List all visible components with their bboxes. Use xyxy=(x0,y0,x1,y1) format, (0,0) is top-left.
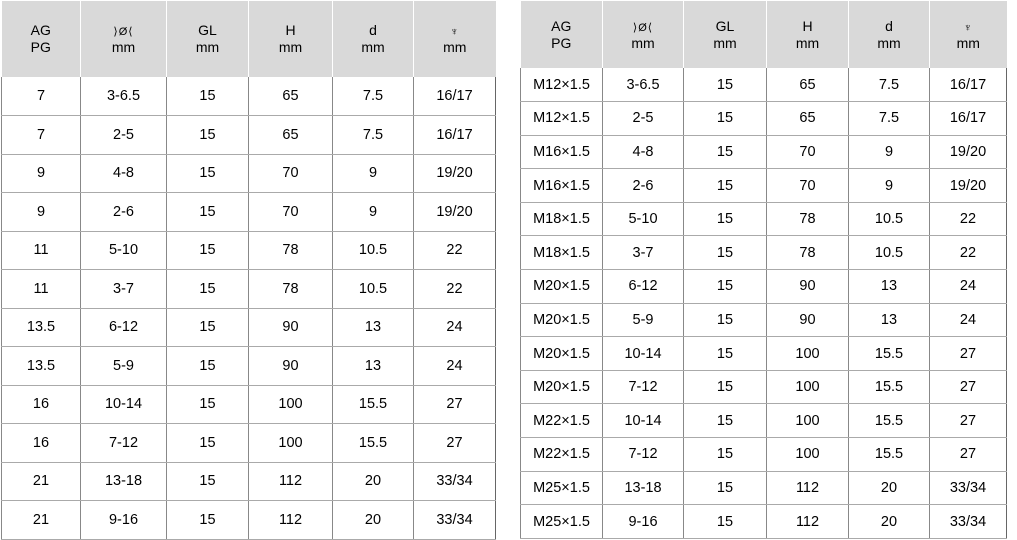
table-cell: 15 xyxy=(684,471,767,505)
table-cell: 65 xyxy=(249,77,333,116)
header-unit: PG xyxy=(30,39,51,55)
table-cell: 100 xyxy=(767,404,849,438)
table-cell: 78 xyxy=(767,202,849,236)
table-cell: 20 xyxy=(849,505,930,539)
table-cell: 20 xyxy=(333,501,414,540)
table-cell: 100 xyxy=(767,370,849,404)
table-cell: 15 xyxy=(684,404,767,438)
table-row xyxy=(521,270,1007,304)
table-row xyxy=(2,462,496,501)
header-unit: mm xyxy=(443,39,467,55)
table-row xyxy=(521,202,1007,236)
table-cell: 15.5 xyxy=(849,337,930,371)
table-cell: 27 xyxy=(414,424,496,463)
table-row xyxy=(2,231,496,270)
table-cell: 7 xyxy=(2,116,81,155)
table-cell: 16/17 xyxy=(414,77,496,116)
table-cell: 9-16 xyxy=(603,505,684,539)
table-cell: 65 xyxy=(767,68,849,102)
table-cell: 24 xyxy=(414,347,496,386)
table-cell: 7 xyxy=(2,77,81,116)
table-cell: 90 xyxy=(767,303,849,337)
table-cell: 27 xyxy=(414,385,496,424)
table-row xyxy=(2,77,496,116)
table-cell: 15 xyxy=(167,193,249,232)
table-cell: 15 xyxy=(167,385,249,424)
right-table-header xyxy=(521,1,1007,68)
table-cell: 19/20 xyxy=(930,169,1007,203)
table-cell: 2-6 xyxy=(603,169,684,203)
header-label: AG xyxy=(551,17,572,34)
header-unit: mm xyxy=(361,39,385,55)
table-cell: 22 xyxy=(414,270,496,309)
table-row xyxy=(521,370,1007,404)
table-cell: 112 xyxy=(249,501,333,540)
table-cell: 112 xyxy=(767,505,849,539)
diameter-icon: ⟩Ø⟨ xyxy=(632,21,654,34)
table-cell: 78 xyxy=(249,231,333,270)
table-cell: 15 xyxy=(167,154,249,193)
table-cell: 15 xyxy=(167,231,249,270)
table-row xyxy=(521,68,1007,102)
column-header xyxy=(603,1,684,68)
column-header xyxy=(521,1,603,68)
table-cell: 13 xyxy=(849,303,930,337)
table-cell: 2-6 xyxy=(81,193,167,232)
table-cell: 22 xyxy=(930,236,1007,270)
table-cell: 15 xyxy=(167,77,249,116)
table-cell: M18×1.5 xyxy=(521,236,603,270)
wrench-icon: ♆ xyxy=(963,21,973,34)
table-cell: 24 xyxy=(414,308,496,347)
table-cell: 15 xyxy=(684,337,767,371)
column-header xyxy=(849,1,930,68)
table-cell: 3-6.5 xyxy=(603,68,684,102)
table-row xyxy=(521,303,1007,337)
table-cell: 15 xyxy=(684,135,767,169)
header-unit: PG xyxy=(551,34,572,51)
table-cell: 10-14 xyxy=(603,337,684,371)
header-label: H xyxy=(285,22,296,38)
table-cell: 33/34 xyxy=(930,471,1007,505)
table-cell: M16×1.5 xyxy=(521,135,603,169)
table-cell: 112 xyxy=(767,471,849,505)
table-row xyxy=(2,501,496,540)
column-header xyxy=(333,1,414,77)
table-cell: 16 xyxy=(2,385,81,424)
table-cell: 15 xyxy=(684,68,767,102)
table-cell: 15.5 xyxy=(849,404,930,438)
table-cell: 7-12 xyxy=(603,438,684,472)
table-cell: 15.5 xyxy=(333,385,414,424)
table-cell: 10.5 xyxy=(849,202,930,236)
table-cell: 11 xyxy=(2,270,81,309)
table-cell: 16/17 xyxy=(930,102,1007,136)
table-cell: 70 xyxy=(249,193,333,232)
table-cell: 7-12 xyxy=(81,424,167,463)
table-cell: 4-8 xyxy=(81,154,167,193)
table-cell: 5-9 xyxy=(603,303,684,337)
table-row xyxy=(521,505,1007,539)
table-cell: 15 xyxy=(167,501,249,540)
table-cell: 33/34 xyxy=(414,501,496,540)
header-unit: mm xyxy=(631,34,655,51)
table-cell: 15.5 xyxy=(849,370,930,404)
table-cell: 5-10 xyxy=(603,202,684,236)
table-cell: 15 xyxy=(684,169,767,203)
table-row xyxy=(521,169,1007,203)
table-cell: 24 xyxy=(930,270,1007,304)
table-cell: 10-14 xyxy=(603,404,684,438)
table-cell: M20×1.5 xyxy=(521,270,603,304)
table-cell: 33/34 xyxy=(414,462,496,501)
header-label: AG xyxy=(30,22,51,38)
table-cell: 13 xyxy=(333,347,414,386)
header-unit: mm xyxy=(195,39,220,55)
table-cell: 78 xyxy=(767,236,849,270)
wrench-icon: ♆ xyxy=(450,26,460,38)
table-row xyxy=(521,236,1007,270)
table-cell: 78 xyxy=(249,270,333,309)
table-cell: 15 xyxy=(684,505,767,539)
diameter-icon: ⟩Ø⟨ xyxy=(113,26,134,38)
header-label: GL xyxy=(198,22,217,38)
table-cell: 10.5 xyxy=(849,236,930,270)
table-cell: 11 xyxy=(2,231,81,270)
table-cell: 10.5 xyxy=(333,270,414,309)
table-row xyxy=(521,337,1007,371)
left-table-body xyxy=(2,77,496,539)
table-cell: 13-18 xyxy=(81,462,167,501)
table-cell: 21 xyxy=(2,501,81,540)
table-row xyxy=(521,471,1007,505)
table-cell: 15 xyxy=(684,370,767,404)
table-cell: M18×1.5 xyxy=(521,202,603,236)
table-cell: 70 xyxy=(767,135,849,169)
table-row xyxy=(2,193,496,232)
table-cell: 21 xyxy=(2,462,81,501)
table-cell: 3-7 xyxy=(603,236,684,270)
table-cell: 27 xyxy=(930,337,1007,371)
table-cell: 15 xyxy=(684,202,767,236)
table-cell: 20 xyxy=(849,471,930,505)
table-row xyxy=(2,270,496,309)
table-cell: 9 xyxy=(333,154,414,193)
table-cell: 3-7 xyxy=(81,270,167,309)
table-cell: 15 xyxy=(167,270,249,309)
table-cell: 70 xyxy=(249,154,333,193)
table-cell: 19/20 xyxy=(414,193,496,232)
column-header xyxy=(249,1,333,77)
table-cell: 15.5 xyxy=(333,424,414,463)
table-cell: 90 xyxy=(249,347,333,386)
column-header xyxy=(81,1,167,77)
header-label: H xyxy=(802,17,813,34)
table-cell: 4-8 xyxy=(603,135,684,169)
table-row xyxy=(521,102,1007,136)
table-cell: 19/20 xyxy=(414,154,496,193)
table-cell: 9 xyxy=(849,169,930,203)
table-cell: 33/34 xyxy=(930,505,1007,539)
table-cell: M22×1.5 xyxy=(521,404,603,438)
table-cell: 22 xyxy=(414,231,496,270)
table-cell: M16×1.5 xyxy=(521,169,603,203)
table-cell: 6-12 xyxy=(81,308,167,347)
table-cell: M25×1.5 xyxy=(521,505,603,539)
table-cell: 100 xyxy=(249,385,333,424)
table-cell: 65 xyxy=(249,116,333,155)
table-cell: 100 xyxy=(767,438,849,472)
table-cell: 3-6.5 xyxy=(81,77,167,116)
table-cell: 15 xyxy=(167,116,249,155)
header-label: d xyxy=(885,17,893,34)
table-cell: 13-18 xyxy=(603,471,684,505)
table-cell: M12×1.5 xyxy=(521,68,603,102)
header-unit: mm xyxy=(956,34,980,51)
table-cell: 9 xyxy=(2,154,81,193)
left-table-header xyxy=(2,1,496,77)
table-cell: 22 xyxy=(930,202,1007,236)
table-cell: 19/20 xyxy=(930,135,1007,169)
header-label: GL xyxy=(715,17,735,34)
column-header xyxy=(167,1,249,77)
table-cell: 27 xyxy=(930,404,1007,438)
table-cell: 15 xyxy=(684,236,767,270)
header-unit: mm xyxy=(111,39,136,55)
table-row xyxy=(2,347,496,386)
table-cell: 16/17 xyxy=(414,116,496,155)
table-cell: 13 xyxy=(849,270,930,304)
right-spec-table xyxy=(520,1,1007,539)
table-cell: 27 xyxy=(930,438,1007,472)
right-table-body xyxy=(521,68,1007,538)
table-cell: 13.5 xyxy=(2,308,81,347)
table-cell: M22×1.5 xyxy=(521,438,603,472)
table-cell: 9-16 xyxy=(81,501,167,540)
table-cell: 7-12 xyxy=(603,370,684,404)
header-unit: mm xyxy=(877,34,901,51)
header-label: d xyxy=(369,22,377,38)
table-row xyxy=(2,424,496,463)
table-cell: 2-5 xyxy=(81,116,167,155)
column-header xyxy=(767,1,849,68)
table-cell: 70 xyxy=(767,169,849,203)
table-cell: 100 xyxy=(249,424,333,463)
table-cell: M20×1.5 xyxy=(521,337,603,371)
table-cell: 15 xyxy=(167,347,249,386)
table-cell: 15 xyxy=(684,303,767,337)
table-cell: 16/17 xyxy=(930,68,1007,102)
table-cell: 13.5 xyxy=(2,347,81,386)
table-cell: 15 xyxy=(167,308,249,347)
table-cell: 5-9 xyxy=(81,347,167,386)
table-cell: 15 xyxy=(167,462,249,501)
table-cell: 65 xyxy=(767,102,849,136)
table-cell: 9 xyxy=(2,193,81,232)
table-cell: 15.5 xyxy=(849,438,930,472)
table-cell: M20×1.5 xyxy=(521,370,603,404)
table-row xyxy=(521,135,1007,169)
column-header xyxy=(930,1,1007,68)
table-cell: 112 xyxy=(249,462,333,501)
header-unit: mm xyxy=(278,39,303,55)
table-cell: 100 xyxy=(767,337,849,371)
table-cell: M12×1.5 xyxy=(521,102,603,136)
table-cell: 15 xyxy=(684,102,767,136)
table-cell: 10-14 xyxy=(81,385,167,424)
column-header xyxy=(684,1,767,68)
table-cell: 13 xyxy=(333,308,414,347)
table-row xyxy=(521,404,1007,438)
table-cell: 15 xyxy=(167,424,249,463)
table-cell: M20×1.5 xyxy=(521,303,603,337)
table-row xyxy=(2,116,496,155)
table-cell: 24 xyxy=(930,303,1007,337)
header-unit: mm xyxy=(713,34,737,51)
table-row xyxy=(521,438,1007,472)
table-row xyxy=(2,154,496,193)
table-cell: 10.5 xyxy=(333,231,414,270)
table-cell: 90 xyxy=(249,308,333,347)
table-cell: 15 xyxy=(684,438,767,472)
table-cell: 7.5 xyxy=(333,116,414,155)
table-cell: 15 xyxy=(684,270,767,304)
column-header xyxy=(414,1,496,77)
table-row xyxy=(2,385,496,424)
table-cell: M25×1.5 xyxy=(521,471,603,505)
table-cell: 27 xyxy=(930,370,1007,404)
table-cell: 2-5 xyxy=(603,102,684,136)
table-cell: 20 xyxy=(333,462,414,501)
table-cell: 9 xyxy=(333,193,414,232)
table-cell: 16 xyxy=(2,424,81,463)
table-cell: 90 xyxy=(767,270,849,304)
left-spec-table xyxy=(1,1,496,540)
table-cell: 7.5 xyxy=(849,68,930,102)
table-cell: 6-12 xyxy=(603,270,684,304)
table-cell: 5-10 xyxy=(81,231,167,270)
table-cell: 7.5 xyxy=(333,77,414,116)
column-header xyxy=(2,1,81,77)
table-row xyxy=(2,308,496,347)
table-cell: 7.5 xyxy=(849,102,930,136)
header-unit: mm xyxy=(795,34,820,51)
table-cell: 9 xyxy=(849,135,930,169)
